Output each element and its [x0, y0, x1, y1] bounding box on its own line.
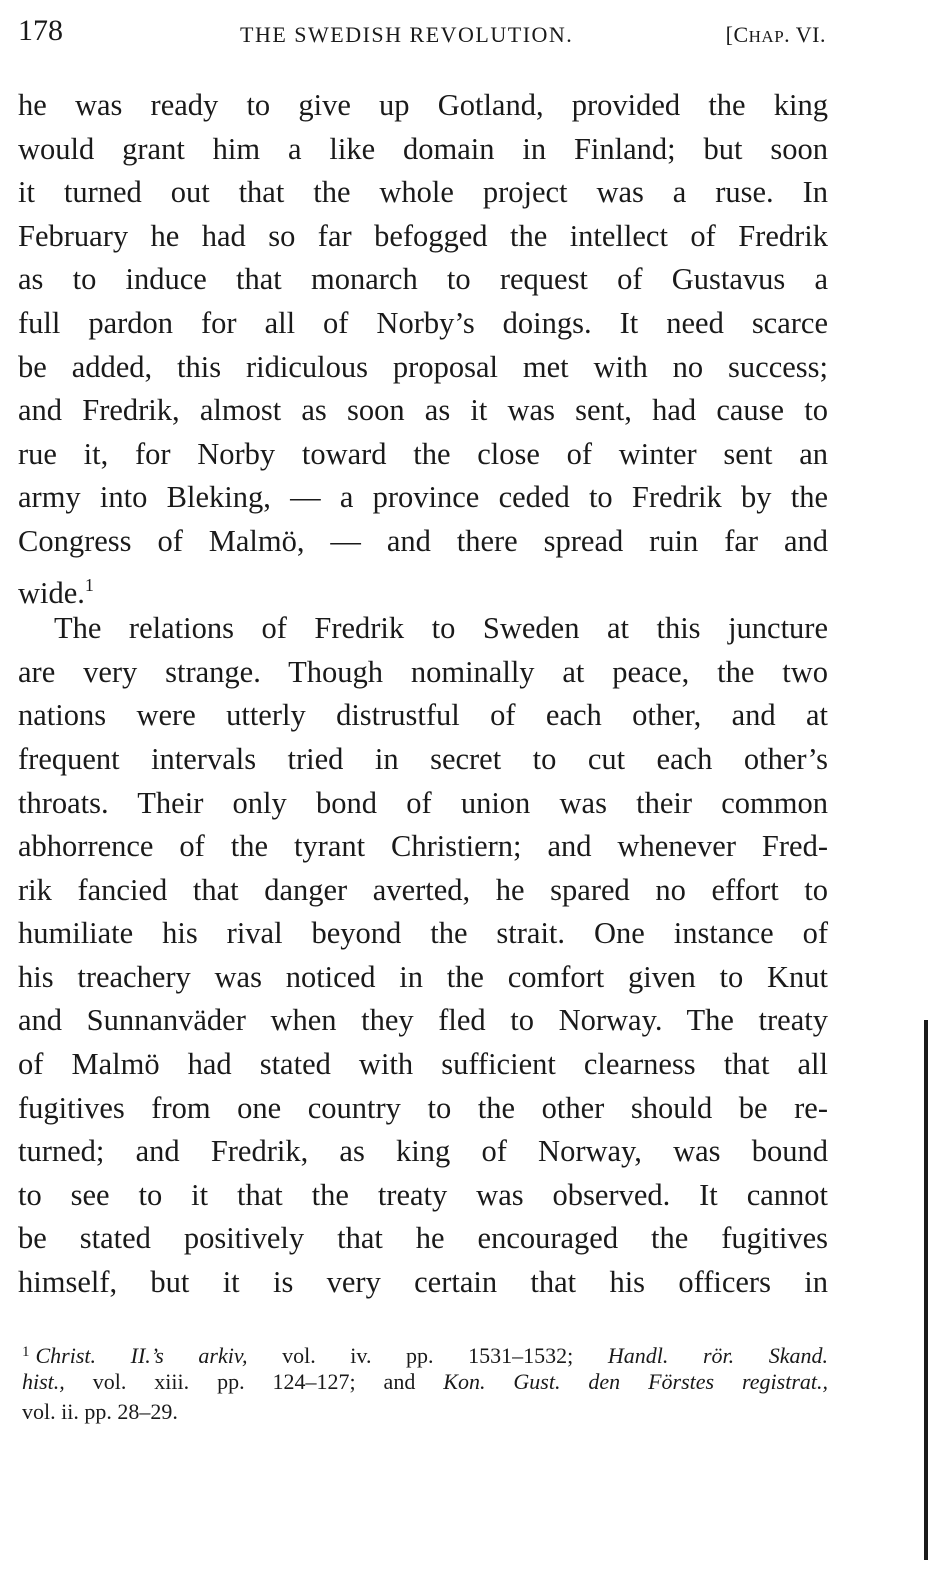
text-line: The relations of Fredrik to Sweden at this juncture	[54, 611, 828, 646]
chapter-label: [CHAP. VI.	[725, 22, 826, 47]
text-line: nations were utterly distrustful of each other, and at	[18, 698, 828, 733]
text-line: humiliate his rival beyond the strait. One instance of	[18, 916, 828, 951]
body-text	[18, 84, 828, 1305]
text-line: his treachery was noticed in the comfort given to Knut	[18, 959, 828, 994]
text-line: wide.$^1$	[18, 574, 94, 610]
scan-edge-divider	[924, 1020, 928, 1560]
footnote	[22, 1337, 828, 1427]
text-line: be added, this ridiculous proposal met with no success;	[18, 349, 828, 384]
text-line: are very strange. Though nominally at peace, the two	[18, 654, 828, 689]
footnote-marker: 1	[22, 1344, 30, 1360]
footnote-line: $^1$ Christ. II.’s arkiv, vol. iv. pp. 1531–1532; Handl. rör. Skand.	[22, 1343, 828, 1368]
page-number: 178	[18, 14, 63, 47]
text-line: Congress of Malmö, — and there spread ruin far and	[18, 523, 828, 558]
running-title: THE SWEDISH REVOLUTION.	[240, 22, 574, 47]
text-line: fugitives from one country to the other should be re-	[18, 1090, 828, 1125]
text-line: rik fancied that danger averted, he spared no effort to	[18, 872, 828, 907]
text-line: of Malmö had stated with sufficient clearness that all	[18, 1047, 828, 1082]
text-line: rue it, for Norby toward the close of winter sent an	[18, 436, 828, 471]
footnote-line: hist., vol. xiii. pp. 124–127; and Kon. Gust. den Förstes registrat.,	[22, 1369, 828, 1394]
text-line: be stated positively that he encouraged the fugitives	[18, 1221, 828, 1256]
text-line: to see to it that the treaty was observed. It cannot	[18, 1177, 828, 1212]
footnote-line: vol. ii. pp. 28–29.	[22, 1399, 178, 1424]
running-header	[18, 14, 828, 50]
text-line: full pardon for all of Norby’s doings. It need scarce	[18, 305, 828, 340]
text-line: army into Bleking, — a province ceded to Fredrik by the	[18, 480, 828, 515]
text-line: turned; and Fredrik, as king of Norway, was bound	[18, 1134, 828, 1169]
paragraph-1	[18, 84, 828, 610]
text-line: would grant him a like domain in Finland; but soon	[18, 131, 828, 166]
text-line: as to induce that monarch to request of Gustavus a	[18, 262, 828, 297]
text-line: throats. Their only bond of union was their common	[18, 785, 828, 820]
text-line: and Sunnanväder when they fled to Norway. The treaty	[18, 1003, 828, 1038]
text-line: abhorrence of the tyrant Christiern; and whenever Fred-	[18, 829, 828, 864]
text-line: it turned out that the whole project was a ruse. In	[18, 175, 828, 210]
text-line: he was ready to give up Gotland, provided the king	[18, 88, 828, 122]
text-line: frequent intervals tried in secret to cut each other’s	[18, 741, 828, 776]
text-line: and Fredrik, almost as soon as it was sent, had cause to	[18, 393, 828, 428]
text-line: himself, but it is very certain that his officers in	[18, 1265, 828, 1300]
paragraph-2	[18, 607, 828, 1305]
text-line: February he had so far befogged the intellect of Fredrik	[18, 218, 828, 253]
footnote-reference: 1	[84, 574, 94, 595]
